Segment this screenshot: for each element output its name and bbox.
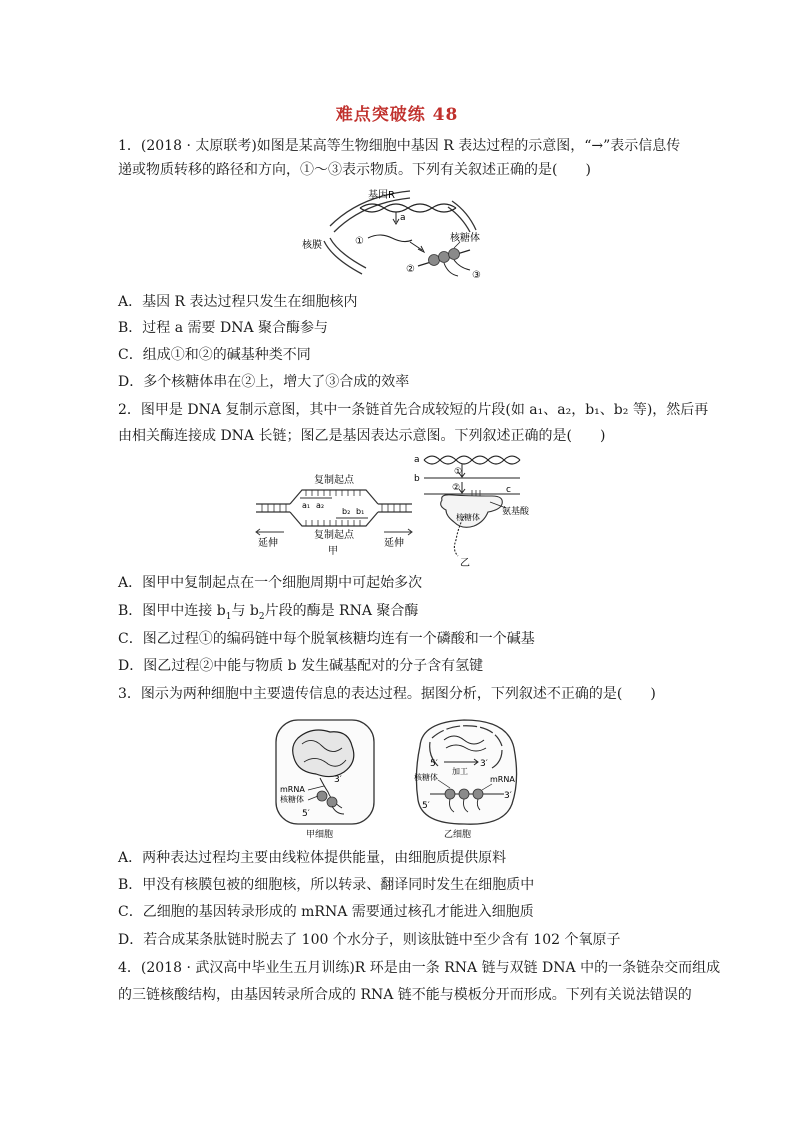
q1-fig-m2: ② <box>406 264 415 275</box>
q3-figa-ribosome: 核糖体 <box>280 795 304 804</box>
page-title: 难点突破练 48 <box>335 105 459 125</box>
q2-figb-amino-acid: 氨基酸 <box>502 507 530 517</box>
q1-option-a: A．基因 R 表达过程只发生在细胞核内 <box>118 294 358 310</box>
q1-fig-m3: ③ <box>472 270 481 281</box>
q3-figb-ribosome: 核糖体 <box>414 773 438 782</box>
q2-figb-m2: ② <box>452 483 461 493</box>
q2-figure-b <box>412 450 532 568</box>
q2-figa-a1: a₁ <box>302 501 311 510</box>
q1-fig-nuclear-membrane: 核膜 <box>302 240 322 251</box>
q2-figa-extend-left: 延伸 <box>258 538 278 549</box>
q2-figa-b1: b₁ <box>356 507 365 516</box>
q3-figa-mrna: mRNA <box>280 785 305 794</box>
q2-option-b-pre: B．图甲中连接 b <box>118 603 226 619</box>
q2-figb-caption: 乙 <box>460 558 470 568</box>
q4-stem-line2: 的三链核酸结构，由基因转录所合成的 RNA 链不能与模板分开而形成。下列有关说法错误的 <box>118 987 692 1003</box>
q1-option-b: B．过程 a 需要 DNA 聚合酶参与 <box>118 320 329 336</box>
q3-figure-a <box>272 716 380 840</box>
q2-stem-line1: 2．图甲是 DNA 复制示意图，其中一条链首先合成较短的片段(如 a₁、a₂，b₁、b₂ 等)，然后再 <box>118 402 709 418</box>
q2-option-b <box>118 601 418 627</box>
q1-fig-a: a <box>400 213 406 223</box>
q3-figb-mrna: mRNA <box>490 775 515 784</box>
q2-figa-a2: a₂ <box>316 501 325 510</box>
q2-option-c: C．图乙过程①的编码链中每个脱氧核糖均连有一个磷酸和一个碱基 <box>118 631 535 647</box>
q1-option-d: D．多个核糖体串在②上，增大了③合成的效率 <box>118 374 410 390</box>
q2-option-a: A．图甲中复制起点在一个细胞周期中可起始多次 <box>118 575 423 591</box>
q2-option-d: D．图乙过程②中能与物质 b 发生碱基配对的分子含有氢键 <box>118 658 484 674</box>
q1-stem-line2: 递或物质转移的路径和方向，①～③表示物质。下列有关叙述正确的是( ) <box>118 162 591 178</box>
q2-figb-c: c <box>506 485 511 495</box>
q3-figb-three-prime: 3′ <box>480 759 488 769</box>
q1-option-c: C．组成①和②的碱基种类不同 <box>118 347 311 363</box>
q2-option-b-sub2: 2 <box>258 611 265 622</box>
q3-option-c: C．乙细胞的基因转录形成的 mRNA 需要通过核孔才能进入细胞质 <box>118 904 534 920</box>
q3-figb-caption: 乙细胞 <box>444 830 472 840</box>
q3-figure-b <box>408 716 524 840</box>
q4-stem-line1: 4．(2018 · 武汉高中毕业生五月训练)R 环是由一条 RNA 链与双链 DNA 中的一条链杂交而组成 <box>118 960 721 976</box>
q2-option-b-post: 片段的酶是 RNA 聚合酶 <box>264 603 419 619</box>
q2-option-b-mid: 与 b <box>231 603 259 619</box>
q2-figb-b: b <box>414 474 420 484</box>
q3-stem-line1: 3．图示为两种细胞中主要遗传信息的表达过程。据图分析，下列叙述不正确的是( ) <box>118 686 656 702</box>
q3-figb-five-prime: 5′ <box>430 759 438 769</box>
q1-stem-line1: 1．(2018 · 太原联考)如图是某高等生物细胞中基因 R 表达过程的示意图，“→”表示信息传 <box>118 138 681 154</box>
q2-figb-m1: ① <box>454 467 463 477</box>
q2-figa-origin-bottom: 复制起点 <box>314 530 354 541</box>
q2-figa-caption: 甲 <box>328 546 338 557</box>
q3-figa-three-prime: 3′ <box>334 775 342 785</box>
q2-figa-origin-top: 复制起点 <box>314 475 354 486</box>
q2-figb-a: a <box>414 455 420 465</box>
q3-option-d: D．若合成某条肽链时脱去了 100 个水分子，则该肽链中至少含有 102 个氧原子 <box>118 932 621 948</box>
q1-fig-m1: ① <box>355 236 364 247</box>
q2-figure-a <box>254 470 414 558</box>
q3-figa-caption: 甲细胞 <box>306 830 334 840</box>
q3-option-b: B．甲没有核膜包被的细胞核，所以转录、翻译同时发生在细胞质中 <box>118 877 535 893</box>
q3-option-a: A．两种表达过程均主要由线粒体提供能量，由细胞质提供原料 <box>118 850 507 866</box>
q1-fig-gene-r: 基因R <box>368 190 395 201</box>
q2-option-b-sub1: 1 <box>225 611 232 622</box>
q1-fig-ribosome: 核糖体 <box>450 233 480 244</box>
q3-figb-process: 加工 <box>452 767 468 776</box>
q2-figb-ribosome: 核糖体 <box>456 513 480 522</box>
q3-figb-five-prime-2: 5′ <box>422 801 430 811</box>
q3-figa-five-prime: 5′ <box>302 809 310 819</box>
q1-figure <box>300 186 500 284</box>
q2-stem-line2: 由相关酶连接成 DNA 长链；图乙是基因表达示意图。下列叙述正确的是( ) <box>118 428 606 444</box>
q3-figb-three-prime-2: 3′ <box>504 791 512 801</box>
q2-figa-extend-right: 延伸 <box>384 538 404 549</box>
q2-figa-b2: b₂ <box>342 507 351 516</box>
